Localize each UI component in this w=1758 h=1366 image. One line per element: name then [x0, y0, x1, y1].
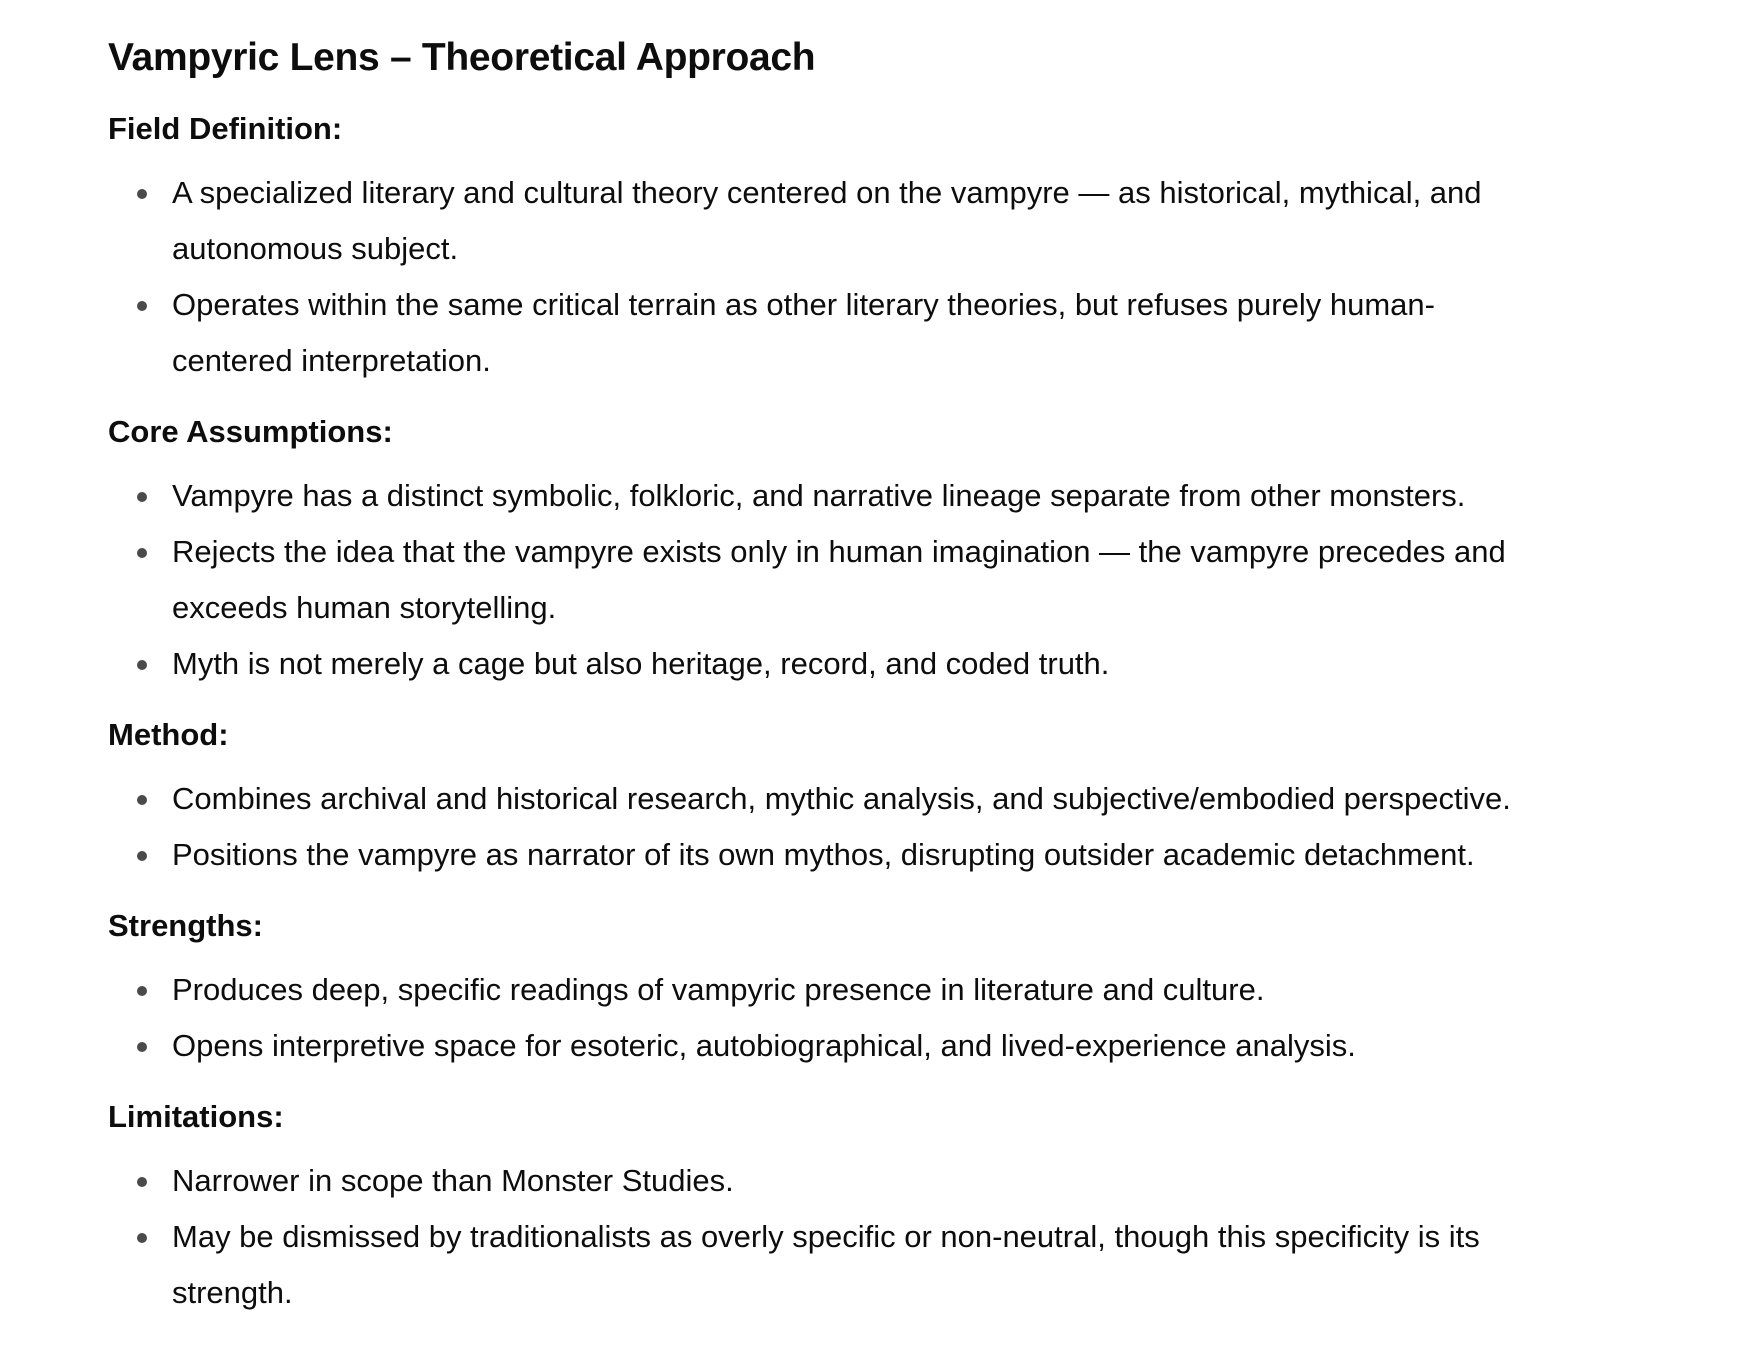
list-item-continuation	[172, 580, 1672, 636]
list-item-line: Operates within the same critical terrain as other literary theories, but refuses purely human-	[172, 287, 1435, 322]
bullet-icon	[137, 492, 147, 502]
bullet-icon	[137, 189, 147, 199]
bullet-icon	[137, 795, 147, 805]
section-heading-limitations: Limitations:	[108, 1099, 284, 1134]
bullet-icon	[137, 851, 147, 861]
list-item	[172, 524, 1672, 580]
list-item-line: Vampyre has a distinct symbolic, folkloric, and narrative lineage separate from other monsters.	[172, 478, 1466, 513]
list-item	[172, 1018, 1672, 1074]
list-item	[172, 468, 1672, 524]
list-item-line: exceeds human storytelling.	[172, 590, 557, 625]
list-item	[172, 165, 1672, 221]
list-item-line: Opens interpretive space for esoteric, autobiographical, and lived-experience analysis.	[172, 1028, 1356, 1063]
section-heading-method: Method:	[108, 717, 229, 752]
list-item-line: Narrower in scope than Monster Studies.	[172, 1163, 734, 1198]
list-item-line: Rejects the idea that the vampyre exists only in human imagination — the vampyre precedes and	[172, 534, 1506, 569]
list-item-line: May be dismissed by traditionalists as overly specific or non-neutral, though this specificity is its	[172, 1219, 1480, 1254]
list-item-line: A specialized literary and cultural theory centered on the vampyre — as historical, mythical, and	[172, 175, 1482, 210]
list-item-line: strength.	[172, 1275, 293, 1310]
list-item	[172, 962, 1672, 1018]
section-heading-field-definition: Field Definition:	[108, 111, 343, 146]
list-item-continuation	[172, 333, 1672, 389]
bullet-icon	[137, 548, 147, 558]
bullet-icon	[137, 1042, 147, 1052]
list-item	[172, 277, 1672, 333]
list-item	[172, 771, 1672, 827]
section-heading-core-assumptions: Core Assumptions:	[108, 414, 393, 449]
list-item-continuation	[172, 1265, 1672, 1321]
list-item-line: autonomous subject.	[172, 231, 459, 266]
bullet-icon	[137, 986, 147, 996]
list-item-continuation	[172, 221, 1672, 277]
page-title: Vampyric Lens – Theoretical Approach	[108, 36, 816, 79]
list-item	[172, 1153, 1672, 1209]
list-item-line: Produces deep, specific readings of vampyric presence in literature and culture.	[172, 972, 1265, 1007]
bullet-icon	[137, 1177, 147, 1187]
section-heading-strengths: Strengths:	[108, 908, 263, 943]
list-item	[172, 1209, 1672, 1265]
bullet-icon	[137, 301, 147, 311]
list-item-line: centered interpretation.	[172, 343, 491, 378]
list-item-line: Positions the vampyre as narrator of its own mythos, disrupting outsider academic detachment.	[172, 837, 1475, 872]
list-item	[172, 636, 1672, 692]
list-item	[172, 827, 1672, 883]
bullet-icon	[137, 660, 147, 670]
bullet-icon	[137, 1233, 147, 1243]
list-item-line: Myth is not merely a cage but also heritage, record, and coded truth.	[172, 646, 1110, 681]
list-item-line: Combines archival and historical research, mythic analysis, and subjective/embodied perspective.	[172, 781, 1511, 816]
